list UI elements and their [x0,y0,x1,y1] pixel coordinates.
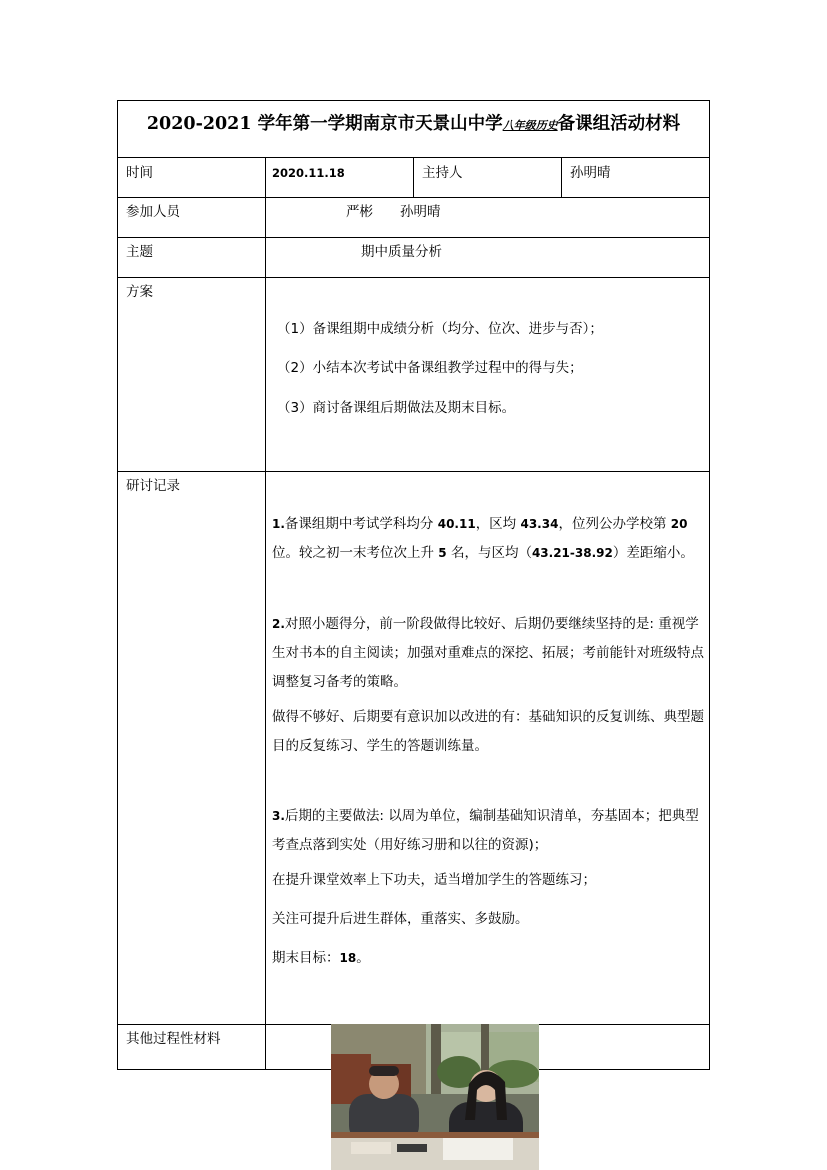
label-record: 研讨记录 [126,478,180,494]
record-paragraph-5: 在提升课堂效率上下功夫，适当增加学生的答题练习； [272,872,596,888]
label-participants: 参加人员 [126,204,180,220]
value-time: 2020.11.18 [272,166,345,180]
value-participants: 严彬 孙明晴 [346,204,441,220]
value-host: 孙明晴 [570,165,611,181]
page-title: 2020-2021 学年第一学期南京市天景山中学八年级历史备课组活动材料 [146,114,681,134]
label-time: 时间 [126,165,153,181]
value-topic: 期中质量分析 [361,244,442,260]
plan-item-2: （2）小结本次考试中备课组教学过程中的得与失； [277,360,583,376]
grade-subject: 八年级历史 [502,119,558,132]
label-other-materials: 其他过程性材料 [126,1031,221,1047]
label-plan: 方案 [126,284,153,300]
record-paragraph-6: 关注可提升后进生群体，重落实、多鼓励。 [272,911,529,927]
label-host: 主持人 [422,165,463,181]
meeting-photo-illustration [331,1024,539,1170]
plan-item-1: （1）备课组期中成绩分析（均分、位次、进步与否）； [277,321,603,337]
plan-item-3: （3）商讨备课组后期做法及期末目标。 [277,400,516,416]
record-paragraph-2: 2.对照小题得分，前一阶段做得比较好、后期仍要继续坚持的是: 重视学生对书本的自主阅读；加强对重难点的深挖、拓展；考前能针对班级特点调整复习备考的策略。 [272,616,704,690]
meeting-photo [331,1024,539,1170]
record-paragraph-7: 期末目标：18。 [272,950,370,966]
record-paragraph-3: 做得不够好、后期要有意识加以改进的有：基础知识的反复训练、典型题目的反复练习、学生的答题训练量。 [272,709,704,754]
label-topic: 主题 [126,244,153,260]
record-paragraph-4: 3.后期的主要做法: 以周为单位，编制基础知识清单，夯基固本；把典型考查点落到实处（用好练习册和以往的资源)； [272,808,699,853]
record-paragraph-1: 1.备课组期中考试学科均分 40.11，区均 43.34，位列公办学校第 20位。较之初一末考位次上升 5 名，与区均（43.21-38.92）差距缩小。 [272,516,694,561]
